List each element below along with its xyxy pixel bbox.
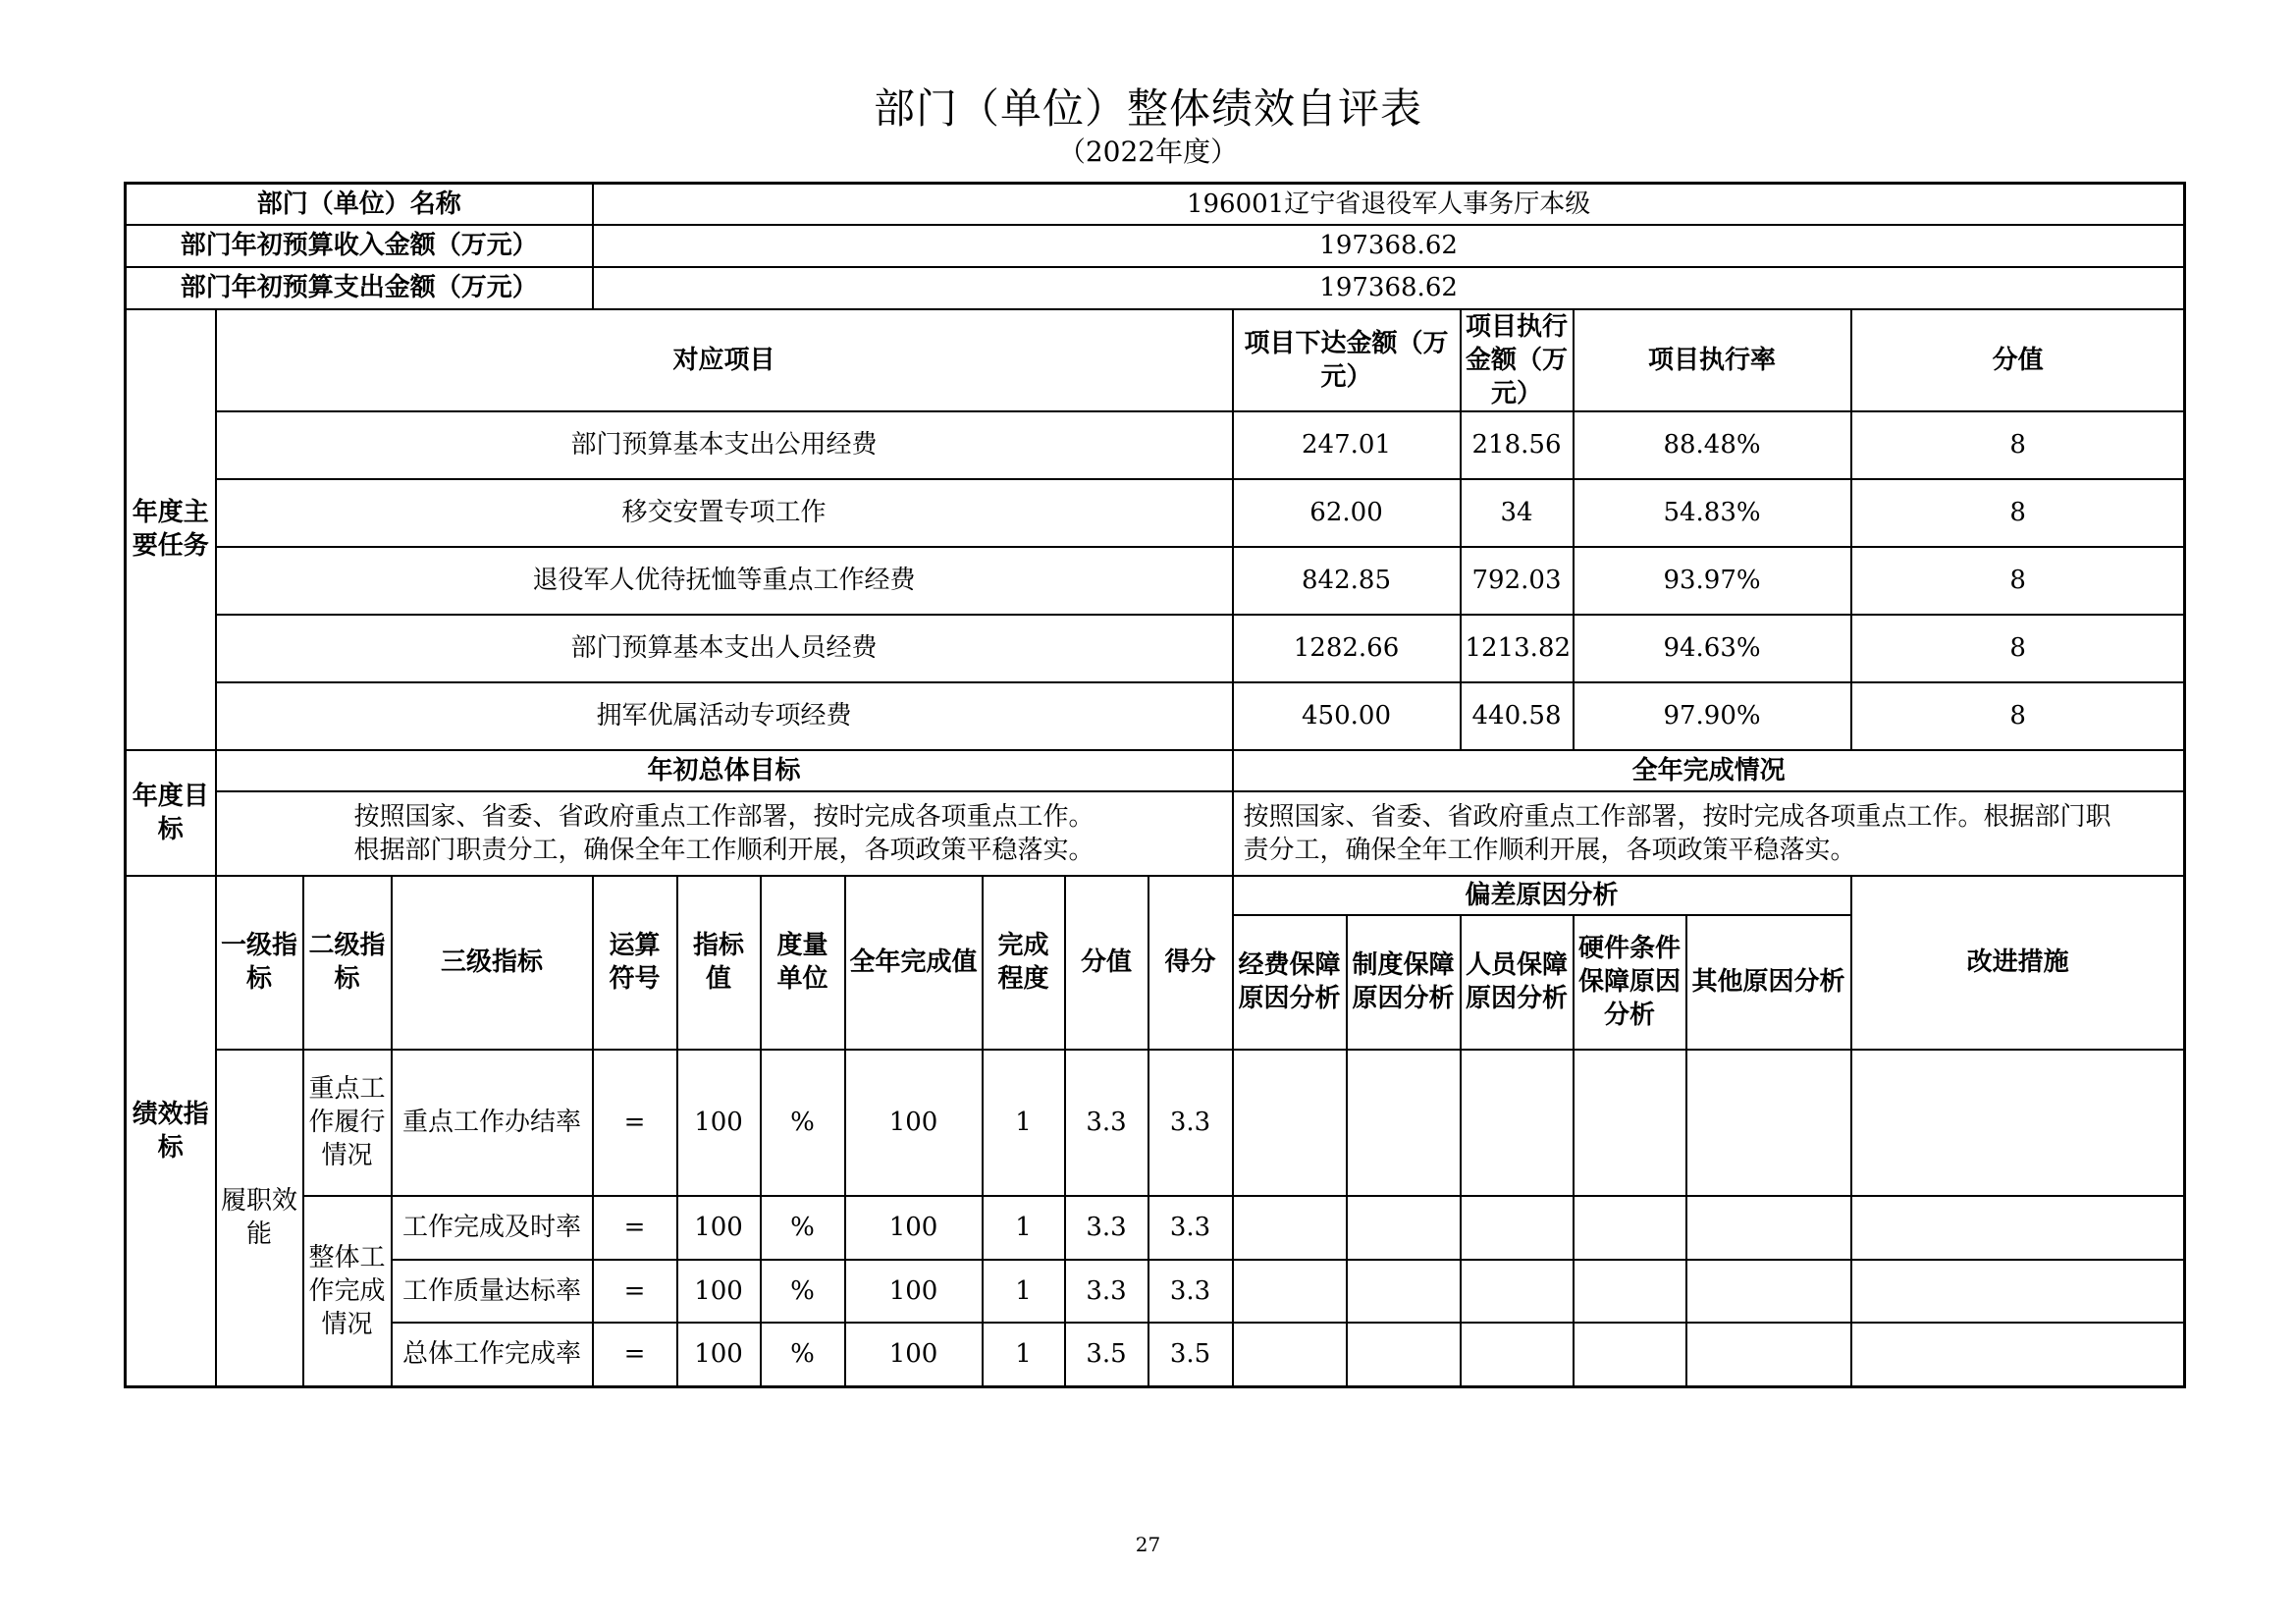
indicators-section-label: 绩效指标 [126,876,216,1387]
ind-level1: 履职效能 [216,1050,303,1387]
ind-score: 3.5 [1148,1323,1233,1387]
ind-target: 100 [677,1260,761,1323]
tasks-header-item: 对应项目 [216,309,1233,411]
ind-header-unit: 度量单位 [761,876,845,1050]
ind-header-deviation: 偏差原因分析 [1233,876,1851,915]
ind-dev-system-cell [1347,1260,1461,1323]
task-executed: 218.56 [1461,411,1574,479]
task-row [126,547,2185,615]
dept-name-label: 部门（单位）名称 [126,184,593,225]
ind-header-improvement: 改进措施 [1851,876,2185,1050]
ind-improvement-cell [1851,1260,2185,1323]
ind-target: 100 [677,1323,761,1387]
ind-dev-personnel-cell [1461,1323,1574,1387]
ind-unit: % [761,1050,845,1196]
ind-actual: 100 [845,1260,983,1323]
task-row [126,479,2185,547]
task-item: 移交安置专项工作 [216,479,1233,547]
ind-improvement-cell [1851,1196,2185,1260]
ind-level2: 重点工作履行情况 [303,1050,392,1196]
ind-dev-other-cell [1686,1260,1851,1323]
ind-dev-hardware-cell [1574,1323,1686,1387]
task-item: 部门预算基本支出公用经费 [216,411,1233,479]
ind-score-value: 3.3 [1065,1196,1148,1260]
goals-initial-text [216,791,1233,876]
goals-completion-text [1233,791,2185,876]
tasks-section-label: 年度主要任务 [126,309,216,750]
ind-target: 100 [677,1196,761,1260]
goals-initial-header: 年初总体目标 [216,750,1233,791]
ind-dev-funding-cell [1233,1323,1347,1387]
ind-header-dev-funding: 经费保障原因分析 [1233,915,1347,1050]
indicator-row [126,1323,2185,1387]
ind-level3: 重点工作办结率 [392,1050,593,1196]
ind-header-level3: 三级指标 [392,876,593,1050]
indicator-row [126,1050,2185,1196]
ind-dev-hardware-cell [1574,1050,1686,1196]
ind-header-score-value: 分值 [1065,876,1148,1050]
ind-score-value: 3.3 [1065,1260,1148,1323]
task-allocated: 1282.66 [1233,615,1461,682]
task-item: 退役军人优待抚恤等重点工作经费 [216,547,1233,615]
ind-dev-system-cell [1347,1196,1461,1260]
task-score-value: 8 [1851,547,2185,615]
tasks-header-allocated: 项目下达金额（万元） [1233,309,1461,411]
task-allocated: 62.00 [1233,479,1461,547]
task-score-value: 8 [1851,682,2185,750]
ind-score-value: 3.5 [1065,1323,1148,1387]
task-item: 部门预算基本支出人员经费 [216,615,1233,682]
task-row [126,615,2185,682]
ind-score: 3.3 [1148,1260,1233,1323]
ind-header-actual: 全年完成值 [845,876,983,1050]
ind-dev-other-cell [1686,1323,1851,1387]
tasks-header-rate: 项目执行率 [1574,309,1851,411]
goals-completion-line-1: 按照国家、省委、省政府重点工作部署，按时完成各项重点工作。根据部门职 [1243,801,2111,832]
ind-dev-funding-cell [1233,1196,1347,1260]
task-rate: 54.83% [1574,479,1851,547]
budget-expense-label: 部门年初预算支出金额（万元） [126,267,593,309]
page-title: 部门（单位）整体绩效自评表 [873,84,1422,133]
task-rate: 97.90% [1574,682,1851,750]
ind-header-dev-other: 其他原因分析 [1686,915,1851,1050]
ind-dev-hardware-cell [1574,1260,1686,1323]
ind-dev-other-cell [1686,1196,1851,1260]
task-executed: 440.58 [1461,682,1574,750]
budget-expense-value: 197368.62 [593,267,2185,309]
ind-level3: 工作质量达标率 [392,1260,593,1323]
ind-header-level1: 一级指标 [216,876,303,1050]
ind-score: 3.3 [1148,1196,1233,1260]
goals-section-label: 年度目标 [126,750,216,876]
page-number: 27 [1135,1533,1161,1556]
ind-level2: 整体工作完成情况 [303,1196,392,1387]
ind-degree: 1 [983,1196,1065,1260]
ind-operator: = [593,1196,677,1260]
ind-header-level2: 二级指标 [303,876,392,1050]
task-rate: 93.97% [1574,547,1851,615]
task-executed: 792.03 [1461,547,1574,615]
tasks-header-executed: 项目执行金额（万元） [1461,309,1574,411]
ind-dev-other-cell [1686,1050,1851,1196]
ind-actual: 100 [845,1196,983,1260]
task-rate: 88.48% [1574,411,1851,479]
goals-completion-line-2: 责分工，确保全年工作顺利开展，各项政策平稳落实。 [1243,835,1856,865]
ind-dev-personnel-cell [1461,1260,1574,1323]
ind-dev-system-cell [1347,1323,1461,1387]
ind-operator: = [593,1050,677,1196]
ind-unit: % [761,1323,845,1387]
task-row [126,411,2185,479]
ind-dev-hardware-cell [1574,1196,1686,1260]
task-allocated: 450.00 [1233,682,1461,750]
task-executed: 1213.82 [1461,615,1574,682]
ind-header-score: 得分 [1148,876,1233,1050]
ind-unit: % [761,1260,845,1323]
ind-level3: 工作完成及时率 [392,1196,593,1260]
task-score-value: 8 [1851,615,2185,682]
ind-improvement-cell [1851,1050,2185,1196]
ind-header-operator: 运算符号 [593,876,677,1050]
ind-operator: = [593,1323,677,1387]
page-subtitle: （2022年度） [1057,135,1239,168]
performance-table [124,182,2186,1388]
task-item: 拥军优属活动专项经费 [216,682,1233,750]
task-row [126,682,2185,750]
ind-header-dev-hardware: 硬件条件保障原因分析 [1574,915,1686,1050]
goals-initial-line-1: 按照国家、省委、省政府重点工作部署，按时完成各项重点工作。 [353,801,1095,832]
ind-level3: 总体工作完成率 [392,1323,593,1387]
ind-actual: 100 [845,1050,983,1196]
ind-dev-personnel-cell [1461,1050,1574,1196]
task-score-value: 8 [1851,479,2185,547]
ind-target: 100 [677,1050,761,1196]
budget-income-label: 部门年初预算收入金额（万元） [126,225,593,267]
ind-degree: 1 [983,1323,1065,1387]
tasks-header-score-value: 分值 [1851,309,2185,411]
ind-score: 3.3 [1148,1050,1233,1196]
task-allocated: 247.01 [1233,411,1461,479]
task-rate: 94.63% [1574,615,1851,682]
ind-operator: = [593,1260,677,1323]
budget-income-value: 197368.62 [593,225,2185,267]
dept-name-value: 196001辽宁省退役军人事务厅本级 [593,184,2185,225]
ind-dev-funding-cell [1233,1260,1347,1323]
ind-degree: 1 [983,1050,1065,1196]
ind-header-target: 指标值 [677,876,761,1050]
task-allocated: 842.85 [1233,547,1461,615]
ind-header-degree: 完成程度 [983,876,1065,1050]
goals-completion-header: 全年完成情况 [1233,750,2185,791]
indicator-row [126,1260,2185,1323]
ind-header-dev-personnel: 人员保障原因分析 [1461,915,1574,1050]
task-executed: 34 [1461,479,1574,547]
ind-dev-system-cell [1347,1050,1461,1196]
ind-actual: 100 [845,1323,983,1387]
ind-improvement-cell [1851,1323,2185,1387]
ind-unit: % [761,1196,845,1260]
ind-dev-funding-cell [1233,1050,1347,1196]
goals-initial-line-2: 根据部门职责分工，确保全年工作顺利开展，各项政策平稳落实。 [353,835,1095,865]
ind-score-value: 3.3 [1065,1050,1148,1196]
task-score-value: 8 [1851,411,2185,479]
ind-dev-personnel-cell [1461,1196,1574,1260]
ind-header-dev-system: 制度保障原因分析 [1347,915,1461,1050]
ind-degree: 1 [983,1260,1065,1323]
indicator-row [126,1196,2185,1260]
